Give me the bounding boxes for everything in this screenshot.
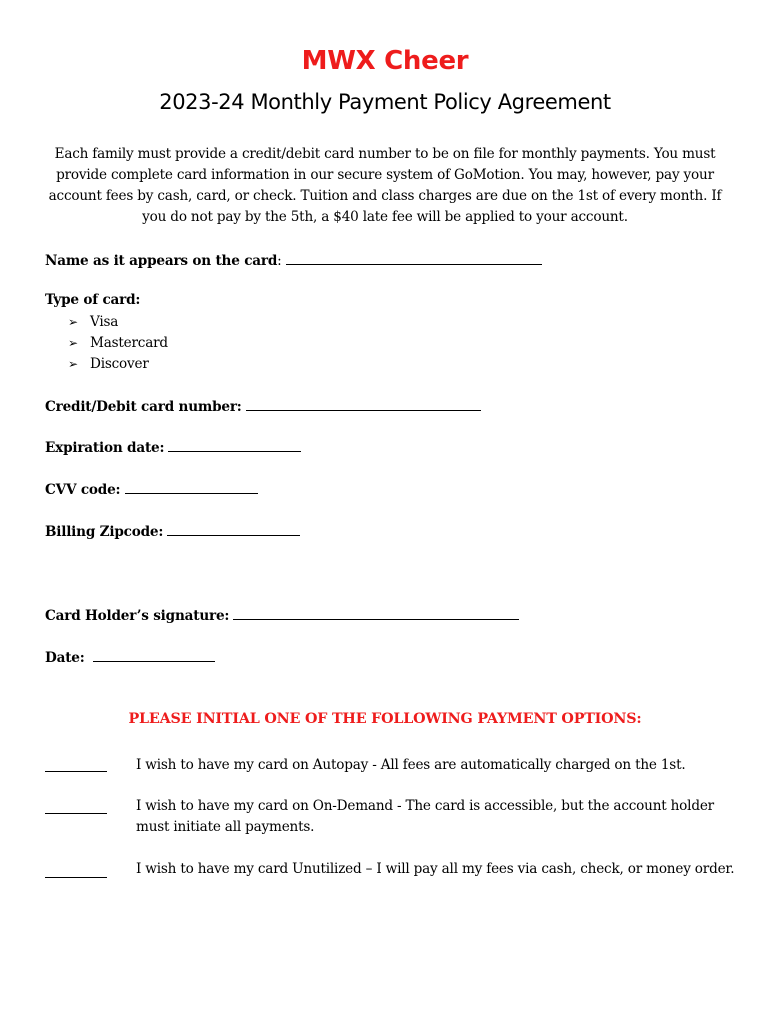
card-number-label: Credit/Debit card number: xyxy=(45,399,242,415)
card-number-field xyxy=(45,397,481,415)
arrow-bullet-icon: ➢ xyxy=(68,357,78,371)
arrow-bullet-icon: ➢ xyxy=(68,315,78,329)
zipcode-blank[interactable] xyxy=(167,522,300,536)
arrow-bullet-icon: ➢ xyxy=(68,336,78,350)
initial-blank-autopay[interactable] xyxy=(45,770,107,772)
card-type-field xyxy=(45,292,140,308)
cvv-label: CVV code: xyxy=(45,482,121,498)
option-on-demand-text: I wish to have my card on On-Demand - The card is accessible, but the account holder must initiate all payments. xyxy=(136,798,714,835)
cardholder-name-blank[interactable] xyxy=(286,251,542,265)
signature-label: Card Holder’s signature: xyxy=(45,608,230,624)
cvv-field xyxy=(45,480,258,498)
card-type-list xyxy=(68,312,168,375)
date-label: Date: xyxy=(45,650,85,666)
cardholder-name-colon: : xyxy=(277,253,282,269)
document-subtitle: 2023-24 Monthly Payment Policy Agreement xyxy=(159,90,611,114)
card-type-label: Type of card: xyxy=(45,292,141,308)
card-type-label-discover: Discover xyxy=(90,356,149,372)
signature-blank[interactable] xyxy=(233,606,519,620)
date-blank[interactable] xyxy=(93,648,215,662)
expiration-blank[interactable] xyxy=(168,438,301,452)
card-type-item-discover xyxy=(68,354,168,375)
document-title: MWX Cheer xyxy=(301,46,469,76)
payment-options-heading: PLEASE INITIAL ONE OF THE FOLLOWING PAYMENT OPTIONS: xyxy=(128,711,642,727)
card-type-item-visa xyxy=(68,312,168,333)
cvv-blank[interactable] xyxy=(125,480,258,494)
card-number-blank[interactable] xyxy=(246,397,481,411)
card-type-label-visa: Visa xyxy=(90,314,119,330)
intro-paragraph: Each family must provide a credit/debit card number to be on file for monthly payments. You must provide complete card information in our secure system of GoMotion. You may, however, pay your account fees by cash, card, or check. Tuition and class charges are due on the 1st of every month. If you do not pay by the 5th, a $40 late fee will be applied to your account. xyxy=(48,146,722,225)
initial-blank-unutilized[interactable] xyxy=(45,876,107,878)
card-type-item-mastercard xyxy=(68,333,168,354)
option-unutilized-text: I wish to have my card Unutilized – I will pay all my fees via cash, check, or money order. xyxy=(136,861,735,877)
option-autopay-text: I wish to have my card on Autopay - All fees are automatically charged on the 1st. xyxy=(136,757,686,773)
date-field xyxy=(45,648,215,666)
cardholder-name-label: Name as it appears on the card xyxy=(45,253,278,269)
expiration-label: Expiration date: xyxy=(45,440,165,456)
zipcode-field xyxy=(45,522,300,540)
cardholder-name-field xyxy=(45,251,542,269)
signature-field xyxy=(45,606,519,624)
card-type-label-mastercard: Mastercard xyxy=(90,335,168,351)
initial-blank-on-demand[interactable] xyxy=(45,812,107,814)
expiration-field xyxy=(45,438,301,456)
zipcode-label: Billing Zipcode: xyxy=(45,524,164,540)
